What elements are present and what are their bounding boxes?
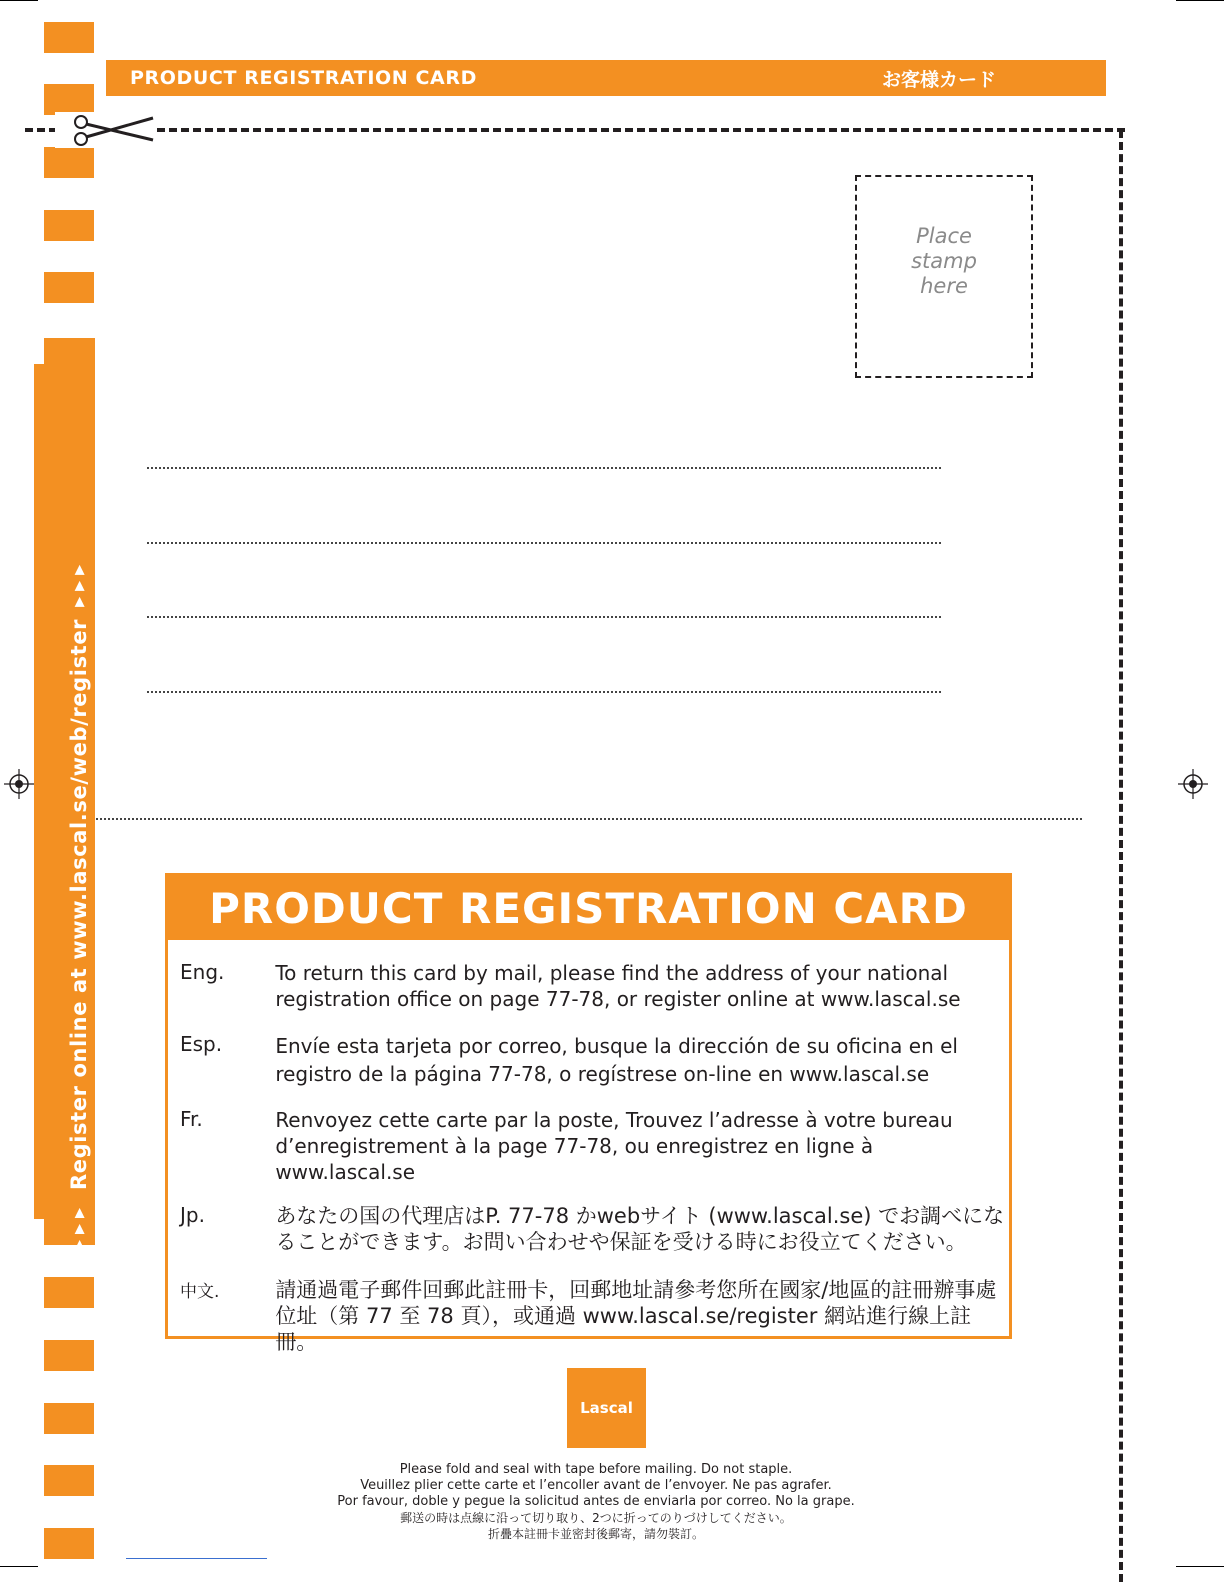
lang-text: 請通過電子郵件回郵此註冊卡，回郵地址請參考您所在國家/地區的註冊辦事處位址（第 77 至 78 頁），或通過 www.lascal.se/register 網站進行線上註冊。 xyxy=(275,1278,997,1354)
footer-line: 郵送の時は点線に沿って切り取り、2つに折ってのりづけしてください。 xyxy=(400,1511,792,1525)
card-title: PRODUCT REGISTRATION CARD xyxy=(168,876,1009,940)
header-title: PRODUCT REGISTRATION CARD xyxy=(130,67,477,89)
address-line[interactable] xyxy=(147,467,941,469)
lang-row-jp xyxy=(180,1203,1010,1255)
header-title-jp: お客様カード xyxy=(881,68,996,91)
crop-mark xyxy=(1176,0,1224,1)
stamp-box xyxy=(855,175,1033,378)
lang-text: To return this card by mail, please find the address of your national registration office on page 77-78, or register online at www.lascal.se xyxy=(275,961,961,1011)
address-line[interactable] xyxy=(147,616,941,618)
lang-code: Eng. xyxy=(180,960,225,984)
margin-tab xyxy=(44,1403,94,1434)
margin-tab xyxy=(44,272,94,303)
registration-card xyxy=(165,873,1012,1354)
side-banner-text xyxy=(64,390,94,1250)
stamp-label: stamp xyxy=(911,249,977,273)
lang-row-eng xyxy=(180,960,1010,1012)
lang-code: Esp. xyxy=(180,1032,223,1056)
arrow-icon: ▶▶▶ xyxy=(71,558,87,607)
footer-line: Veuillez plier cette carte et l’encoller avant de l’envoyer. Ne pas agrafer. xyxy=(360,1478,832,1493)
footer-line: 折疊本註冊卡並密封後郵寄，請勿裝訂。 xyxy=(487,1527,704,1541)
lang-row-fr xyxy=(180,1107,1010,1185)
cut-line-vertical xyxy=(1119,130,1123,1582)
footer-line: Por favour, doble y pegue la solicitud antes de enviarla por correo. No la grape. xyxy=(337,1494,855,1509)
crop-mark xyxy=(1176,1566,1224,1567)
margin-tab xyxy=(44,147,94,178)
fold-line xyxy=(96,818,1082,820)
margin-tab xyxy=(44,1528,94,1559)
lang-text: あなたの国の代理店はP. 77-78 かwebサイト (www.lascal.se) でお調べになることができます。お問い合わせや保証を受ける時にお役立てください。 xyxy=(275,1204,1005,1254)
lang-row-esp xyxy=(180,1032,1010,1088)
arrow-icon: ▶▶▶ xyxy=(71,1202,87,1250)
margin-tab xyxy=(44,84,94,115)
stamp-label: Place xyxy=(916,224,972,248)
crop-mark xyxy=(0,0,38,1)
lang-code: Fr. xyxy=(180,1107,203,1131)
margin-tab xyxy=(44,22,94,53)
footer-rule xyxy=(126,1558,267,1559)
register-url-text: Register online at www.lascal.se/web/register xyxy=(67,618,91,1190)
crop-mark xyxy=(0,1566,38,1567)
address-line[interactable] xyxy=(147,542,941,544)
cut-line xyxy=(25,128,1125,132)
registration-mark-icon xyxy=(1178,769,1208,799)
margin-tab xyxy=(44,210,94,241)
header-bar xyxy=(106,60,1106,96)
lang-row-zh xyxy=(180,1277,1010,1355)
scissors-icon xyxy=(55,112,157,148)
stamp-label: here xyxy=(920,274,968,298)
footer-notes xyxy=(296,1462,896,1542)
margin-tab xyxy=(44,1277,94,1308)
lang-text: Renvoyez cette carte par la poste, Trouvez l’adresse à votre bureau d’enregistrement à la page 77-78, ou enregistrez en ligne à www.lascal.se xyxy=(275,1108,953,1184)
registration-mark-icon xyxy=(4,769,34,799)
footer-line: Please fold and seal with tape before mailing. Do not staple. xyxy=(399,1462,793,1477)
address-line[interactable] xyxy=(147,691,941,693)
lang-text: Envíe esta tarjeta por correo, busque la dirección de su oficina en el registro de la página 77-78, o regístrese on-line en www.lascal.se xyxy=(275,1034,958,1086)
lascal-logo: Lascal xyxy=(567,1368,646,1448)
margin-tab xyxy=(44,1340,94,1371)
lang-code: 中文. xyxy=(180,1282,220,1302)
lang-code: Jp. xyxy=(180,1203,205,1227)
margin-tab xyxy=(44,1465,94,1496)
